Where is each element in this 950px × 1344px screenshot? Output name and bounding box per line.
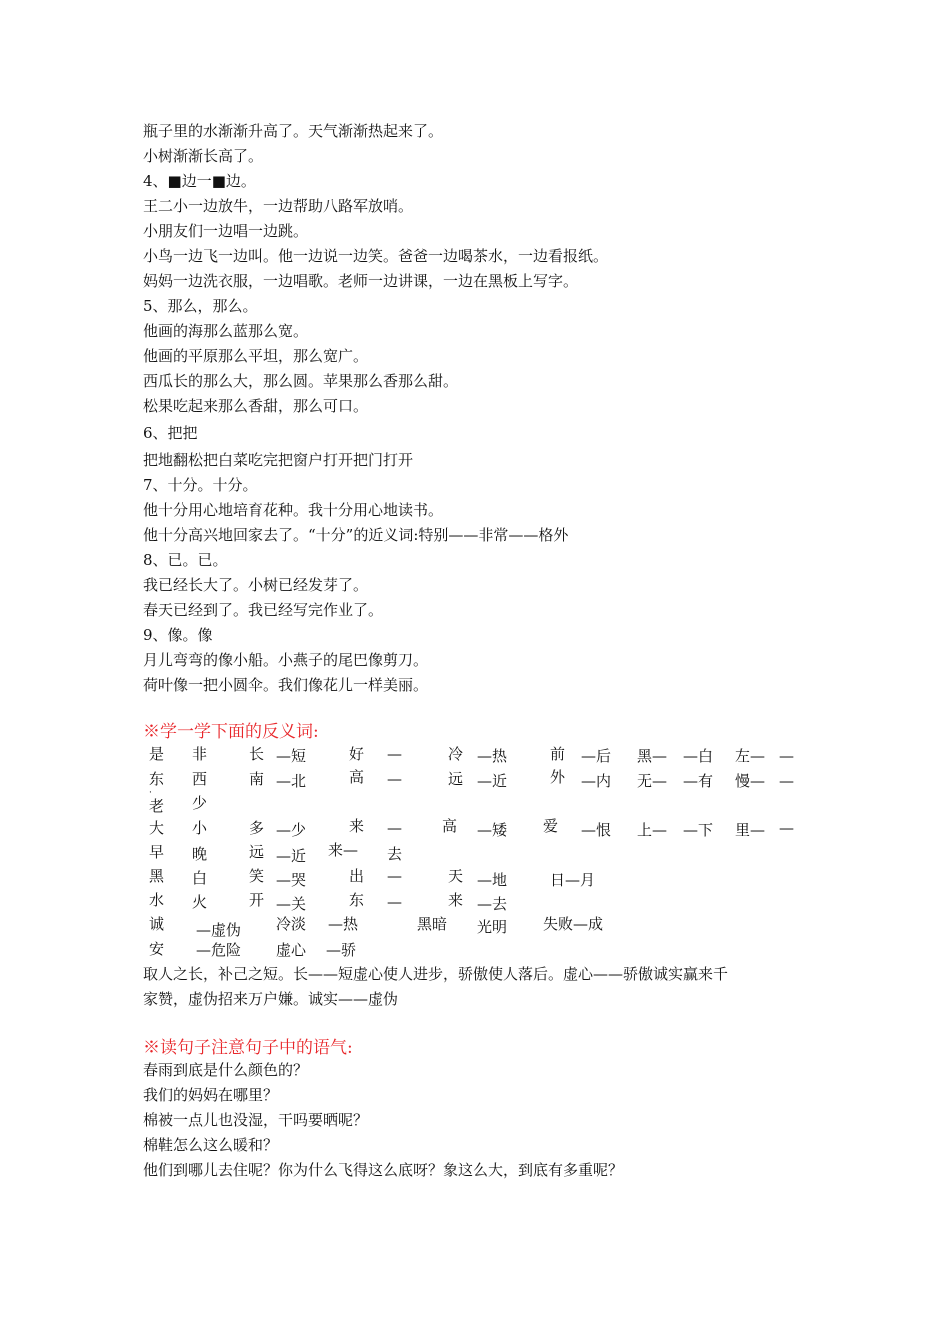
antonym-cell: 大	[149, 819, 165, 837]
antonym-cell: —近	[276, 847, 307, 865]
antonym-cell: —后	[581, 747, 612, 765]
antonym-cell: —虚伪	[196, 921, 242, 939]
antonym-cell: 光明	[477, 918, 508, 936]
text-line: 春雨到底是什么颜色的？	[143, 1061, 309, 1079]
text-line: 小树渐渐长高了。	[143, 147, 264, 165]
text-line: 他们到哪儿去住呢？你为什么飞得这么底呀？象这么大，到底有多重呢？	[143, 1161, 624, 1179]
antonym-cell: 冷淡	[276, 915, 307, 933]
antonym-cell: —	[779, 772, 794, 790]
text-line: 5、那么，那么。	[143, 297, 258, 315]
text-line: 瓶子里的水渐渐升高了。天气渐渐热起来了。	[143, 122, 444, 140]
antonym-cell: —	[387, 819, 402, 837]
antonym-cell: —	[779, 819, 794, 837]
text-line: 他十分高兴地回家去了。“十分”的近义词:特别——非常——格外	[143, 526, 569, 544]
antonym-cell: 冷	[448, 745, 464, 763]
antonym-cell: 出	[349, 867, 365, 885]
text-line: 8、已。已。	[143, 551, 228, 569]
text-line: 我已经长大了。小树已经发芽了。	[143, 576, 369, 594]
antonym-cell: 外	[550, 768, 566, 786]
antonym-cell: 长	[249, 745, 265, 763]
text-line: 棉鞋怎么这么暖和？	[143, 1136, 279, 1154]
text-line: 7、十分。十分。	[143, 476, 258, 494]
text-line: 他画的海那么蓝那么宽。	[143, 322, 309, 340]
antonym-cell: —骄	[326, 941, 357, 959]
antonym-cell: 慢—	[735, 772, 766, 790]
antonym-cell: 火	[192, 893, 208, 911]
text-line: 9、像。像	[143, 626, 213, 644]
antonym-cell: —近	[477, 772, 508, 790]
antonym-cell: —	[387, 745, 402, 763]
antonym-cell: —矮	[477, 821, 508, 839]
proverb-line: 取人之长，补己之短。长——短虚心使人进步，骄傲使人落后。虚心——骄傲诚实赢来千	[143, 965, 729, 983]
text-line: 把地翻松把白菜吃完把窗户打开把门打开	[143, 451, 414, 469]
antonym-cell: 小	[192, 819, 208, 837]
antonym-cell: —	[387, 867, 402, 885]
antonym-cell: 安	[149, 940, 165, 958]
text-line: 我们的妈妈在哪里？	[143, 1086, 279, 1104]
antonym-cell: 诚	[149, 915, 165, 933]
text-line: 他十分用心地培育花种。我十分用心地读书。	[143, 501, 444, 519]
antonym-cell: —北	[276, 772, 307, 790]
antonym-cell: —	[387, 770, 402, 788]
antonym-cell: 远	[249, 843, 265, 861]
text-line: 6、把把	[143, 424, 198, 442]
text-line: 他画的平原那么平坦，那么宽广。	[143, 347, 369, 365]
text-line: 月儿弯弯的像小船。小燕子的尾巴像剪刀。	[143, 651, 429, 669]
antonym-cell: —内	[581, 772, 612, 790]
antonym-cell: 好	[349, 745, 365, 763]
antonyms-heading: ※学一学下面的反义词:	[143, 722, 319, 742]
antonym-cell: 前	[550, 745, 566, 763]
text-line: 荷叶像一把小圆伞。我们像花儿一样美丽。	[143, 676, 429, 694]
text-line: 4、■边一■边。	[143, 172, 256, 190]
antonym-cell: 早	[149, 843, 165, 861]
antonym-cell: 高	[349, 768, 365, 786]
text-line: 小朋友们一边唱一边跳。	[143, 222, 309, 240]
antonym-cell: —热	[328, 915, 359, 933]
antonym-cell: 左—	[735, 747, 766, 765]
text-line: 春天已经到了。我已经写完作业了。	[143, 601, 384, 619]
antonym-cell: 东	[349, 891, 365, 909]
antonym-cell: —地	[477, 871, 508, 889]
antonym-cell: 开	[249, 891, 265, 909]
antonym-cell: 远	[448, 770, 464, 788]
antonym-cell: —	[387, 893, 402, 911]
text-line: 王二小一边放牛，一边帮助八路军放哨。	[143, 197, 414, 215]
antonym-cell: ·	[149, 788, 152, 798]
antonym-cell: 老	[149, 797, 165, 815]
antonym-cell: —少	[276, 821, 307, 839]
antonym-cell: —短	[276, 747, 307, 765]
antonym-cell: —去	[477, 895, 508, 913]
antonym-cell: 天	[448, 867, 464, 885]
antonym-cell: 日—月	[550, 871, 596, 889]
antonym-cell: 里—	[735, 821, 766, 839]
text-line: 西瓜长的那么大，那么圆。苹果那么香那么甜。	[143, 372, 459, 390]
antonym-cell: 东	[149, 770, 165, 788]
antonym-cell: 来	[448, 891, 464, 909]
antonym-cell: 非	[192, 745, 208, 763]
antonym-cell: 多	[249, 819, 265, 837]
antonym-cell: 少	[192, 794, 208, 812]
antonym-cell: —热	[477, 747, 508, 765]
antonym-cell: —关	[276, 895, 307, 913]
antonym-cell: 黑—	[637, 747, 668, 765]
antonym-cell: 西	[192, 770, 208, 788]
antonym-cell: —有	[683, 772, 714, 790]
antonym-cell: —下	[683, 821, 714, 839]
antonym-cell: —白	[683, 747, 714, 765]
text-line: 棉被一点儿也没湿，干吗要晒呢？	[143, 1111, 369, 1129]
antonym-cell: 无—	[637, 772, 668, 790]
antonym-cell: 来	[349, 817, 365, 835]
antonym-cell: —哭	[276, 871, 307, 889]
antonym-cell: —恨	[581, 821, 612, 839]
antonym-cell: 高	[442, 817, 458, 835]
antonym-cell: 白	[192, 869, 208, 887]
antonym-cell: —	[779, 747, 794, 765]
antonym-cell: —危险	[196, 941, 242, 959]
antonym-cell: 晚	[192, 845, 208, 863]
antonym-cell: 黑	[149, 867, 165, 885]
text-line: 小鸟一边飞一边叫。他一边说一边笑。爸爸一边喝茶水，一边看报纸。	[143, 247, 609, 265]
tone-heading: ※读句子注意句子中的语气:	[143, 1038, 353, 1058]
proverb-line: 家赞，虚伪招来万户嫌。诚实——虚伪	[143, 990, 399, 1008]
antonym-cell: 是	[149, 745, 165, 763]
antonym-cell: 爱	[543, 817, 559, 835]
antonym-cell: 虚心	[276, 941, 307, 959]
antonym-cell: 笑	[249, 867, 265, 885]
antonym-cell: 上—	[637, 821, 668, 839]
antonym-cell: 失败—成	[543, 915, 604, 933]
antonym-cell: 南	[249, 770, 265, 788]
text-line: 松果吃起来那么香甜，那么可口。	[143, 397, 369, 415]
antonym-cell: 去	[387, 845, 403, 863]
antonym-cell: 来—	[328, 841, 359, 859]
antonym-cell: 水	[149, 891, 165, 909]
antonym-cell: 黑暗	[417, 915, 448, 933]
text-line: 妈妈一边洗衣服，一边唱歌。老师一边讲课，一边在黑板上写字。	[143, 272, 579, 290]
